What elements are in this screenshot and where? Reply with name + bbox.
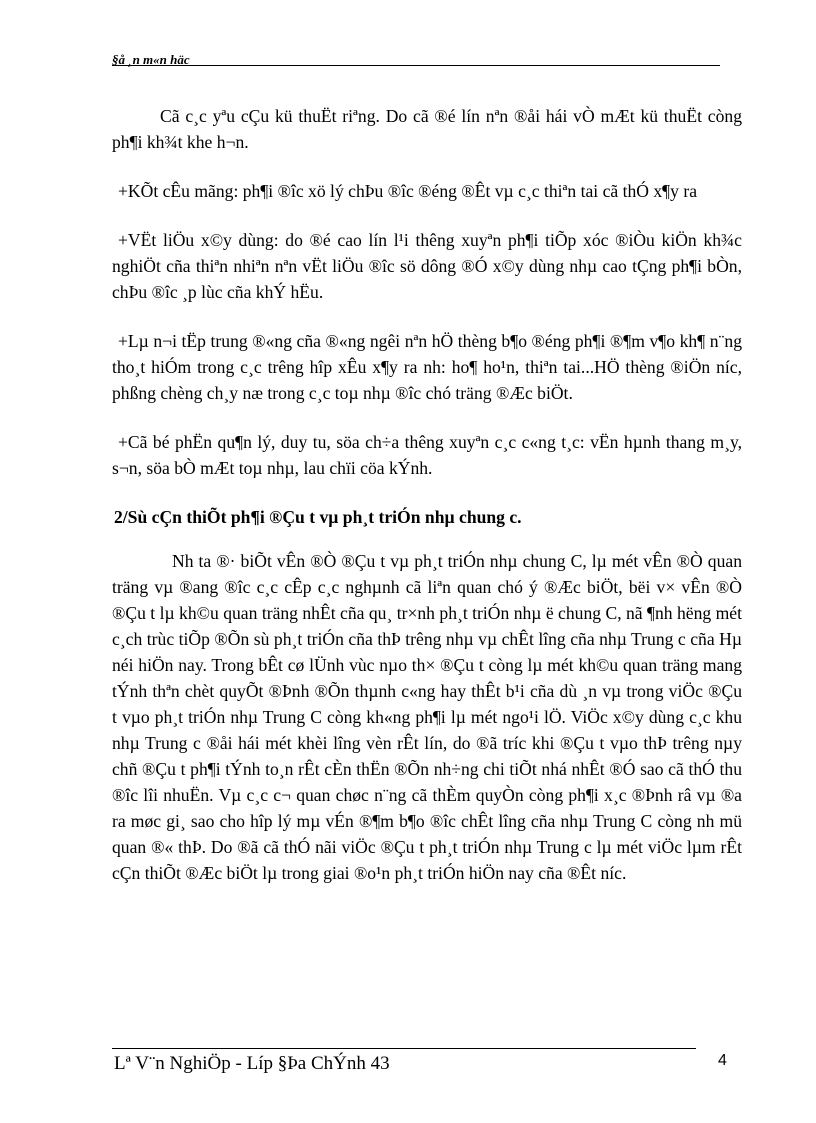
section-heading: 2/Sù cÇn thiÕt ph¶i ®Çu t vµ ph¸t triÓn nhµ chung c. — [114, 507, 522, 527]
section-body: Nh ta ®· biÕt vÊn ®Ò ®Çu t vµ ph¸t triÓn nhµ chung C, lµ mét vÊn ®Ò quan träng vµ ®ang ®îc c¸c cÊp c¸c nghµnh cã liªn quan chó ý ®Æc biÖt, bëi v× vÊn ®Ò ®Çu t lµ kh©u quan träng nhÊt cña qu¸ tr×nh ph¸t triÓn nhµ ë chung C, nã ¶nh hëng mét c¸ch trùc tiÕp ®Õn sù ph¸t triÓn cña thÞ trêng nhµ vµ chÊt lîng cña nhµ Trung c cña Hµ néi hiÖn nay. Trong bÊt cø lÜnh vùc nµo th× ®Çu t còng lµ mét kh©u quan träng mang tÝnh thªn chèt quyÕt ®Þnh ®Õn thµnh c«ng hay thÊt b¹i cña dù ¸n vµ trong viÖc ®Çu t vµo ph¸t triÓn nhµ Trung C còng kh«ng ph¶i lµ mét ngo¹i lÖ. ViÖc x©y dùng c¸c khu nhµ Trung c ®åi hái mét khèi lîng vèn rÊt lín, do ®ã tríc khi ®Çu t vµo thÞ trêng nµy chñ ®Çu t ph¶i tÝnh to¸n rÊt cÈn thËn ®Õn nh÷ng chi tiÕt nhá nhÊt ®Ó sao cã thÓ thu ®îc lîi nhuËn. Vµ c¸c c¬ quan chøc n¨ng cã thÈm quyÒn còng ph¶i x¸c ®Þnh râ vµ ®a ra møc gi¸ sao cho hîp lý mµ vÉn ®¶m b¶o ®îc chÊt lîng cña nhµ Trung C còng nh mü quan ®« thÞ. Do ®ã cã thÓ nãi viÖc ®Çu t ph¸t triÓn nhµ Trung c lµ mét viÖc lµm rÊt cÇn thiÕt ®Æc biÖt lµ trong giai ®o¹n ph¸t triÓn hiÖn nay cña ®Êt níc. — [112, 551, 742, 883]
bullet-foundation: +KÕt cÊu mãng: ph¶i ®îc xö lý chÞu ®îc ®éng ®Êt vµ c¸c thiªn tai cã thÓ x¶y ra — [118, 181, 698, 201]
running-header: §å ¸n m«n häc — [112, 52, 190, 67]
header-divider — [112, 65, 720, 66]
page-number: 4 — [718, 1052, 727, 1069]
bullet-materials: +VËt liÖu x©y dùng: do ®é cao lín l¹i thêng xuyªn ph¶i tiÕp xóc ®iÒu kiÖn kh¾c nghiÖt cña thiªn nhiªn nªn vËt liÖu ®îc sö dông ®Ó x©y dùng nhµ cao tÇng ph¶i bÒn, chÞu ®îc ¸p lùc cña khÝ hËu. — [112, 230, 742, 302]
footer-author: Lª V¨n NghiÖp - Líp §Þa ChÝnh 43 — [114, 1053, 390, 1074]
page-body — [112, 103, 742, 886]
footer-divider — [112, 1048, 696, 1049]
bullet-safety: +Lµ n¬i tËp trung ®«ng cña ®«ng ngêi nªn hÖ thèng b¶o ®éng ph¶i ®¶m v¶o kh¶ n¨ng tho¸t hiÓm trong c¸c trêng hîp xÊu x¶y ra nh: ho¶ ho¹n, thiªn tai...HÖ thèng ®iÖn níc, phßng chèng ch¸y næ trong c¸c toµ nhµ ®îc chó träng ®Æc biÖt. — [112, 331, 742, 403]
bullet-maintenance: +Cã bé phËn qu¶n lý, duy tu, söa ch÷a thêng xuyªn c¸c c«ng t¸c: vËn hµnh thang m¸y, s¬n, söa bÒ mÆt toµ nhµ, lau chïi cöa kÝnh. — [112, 432, 742, 478]
paragraph-requirements: Cã c¸c yªu cÇu kü thuËt riªng. Do cã ®é lín nªn ®åi hái vÒ mÆt kü thuËt còng ph¶i kh¾t khe h¬n. — [112, 106, 742, 152]
